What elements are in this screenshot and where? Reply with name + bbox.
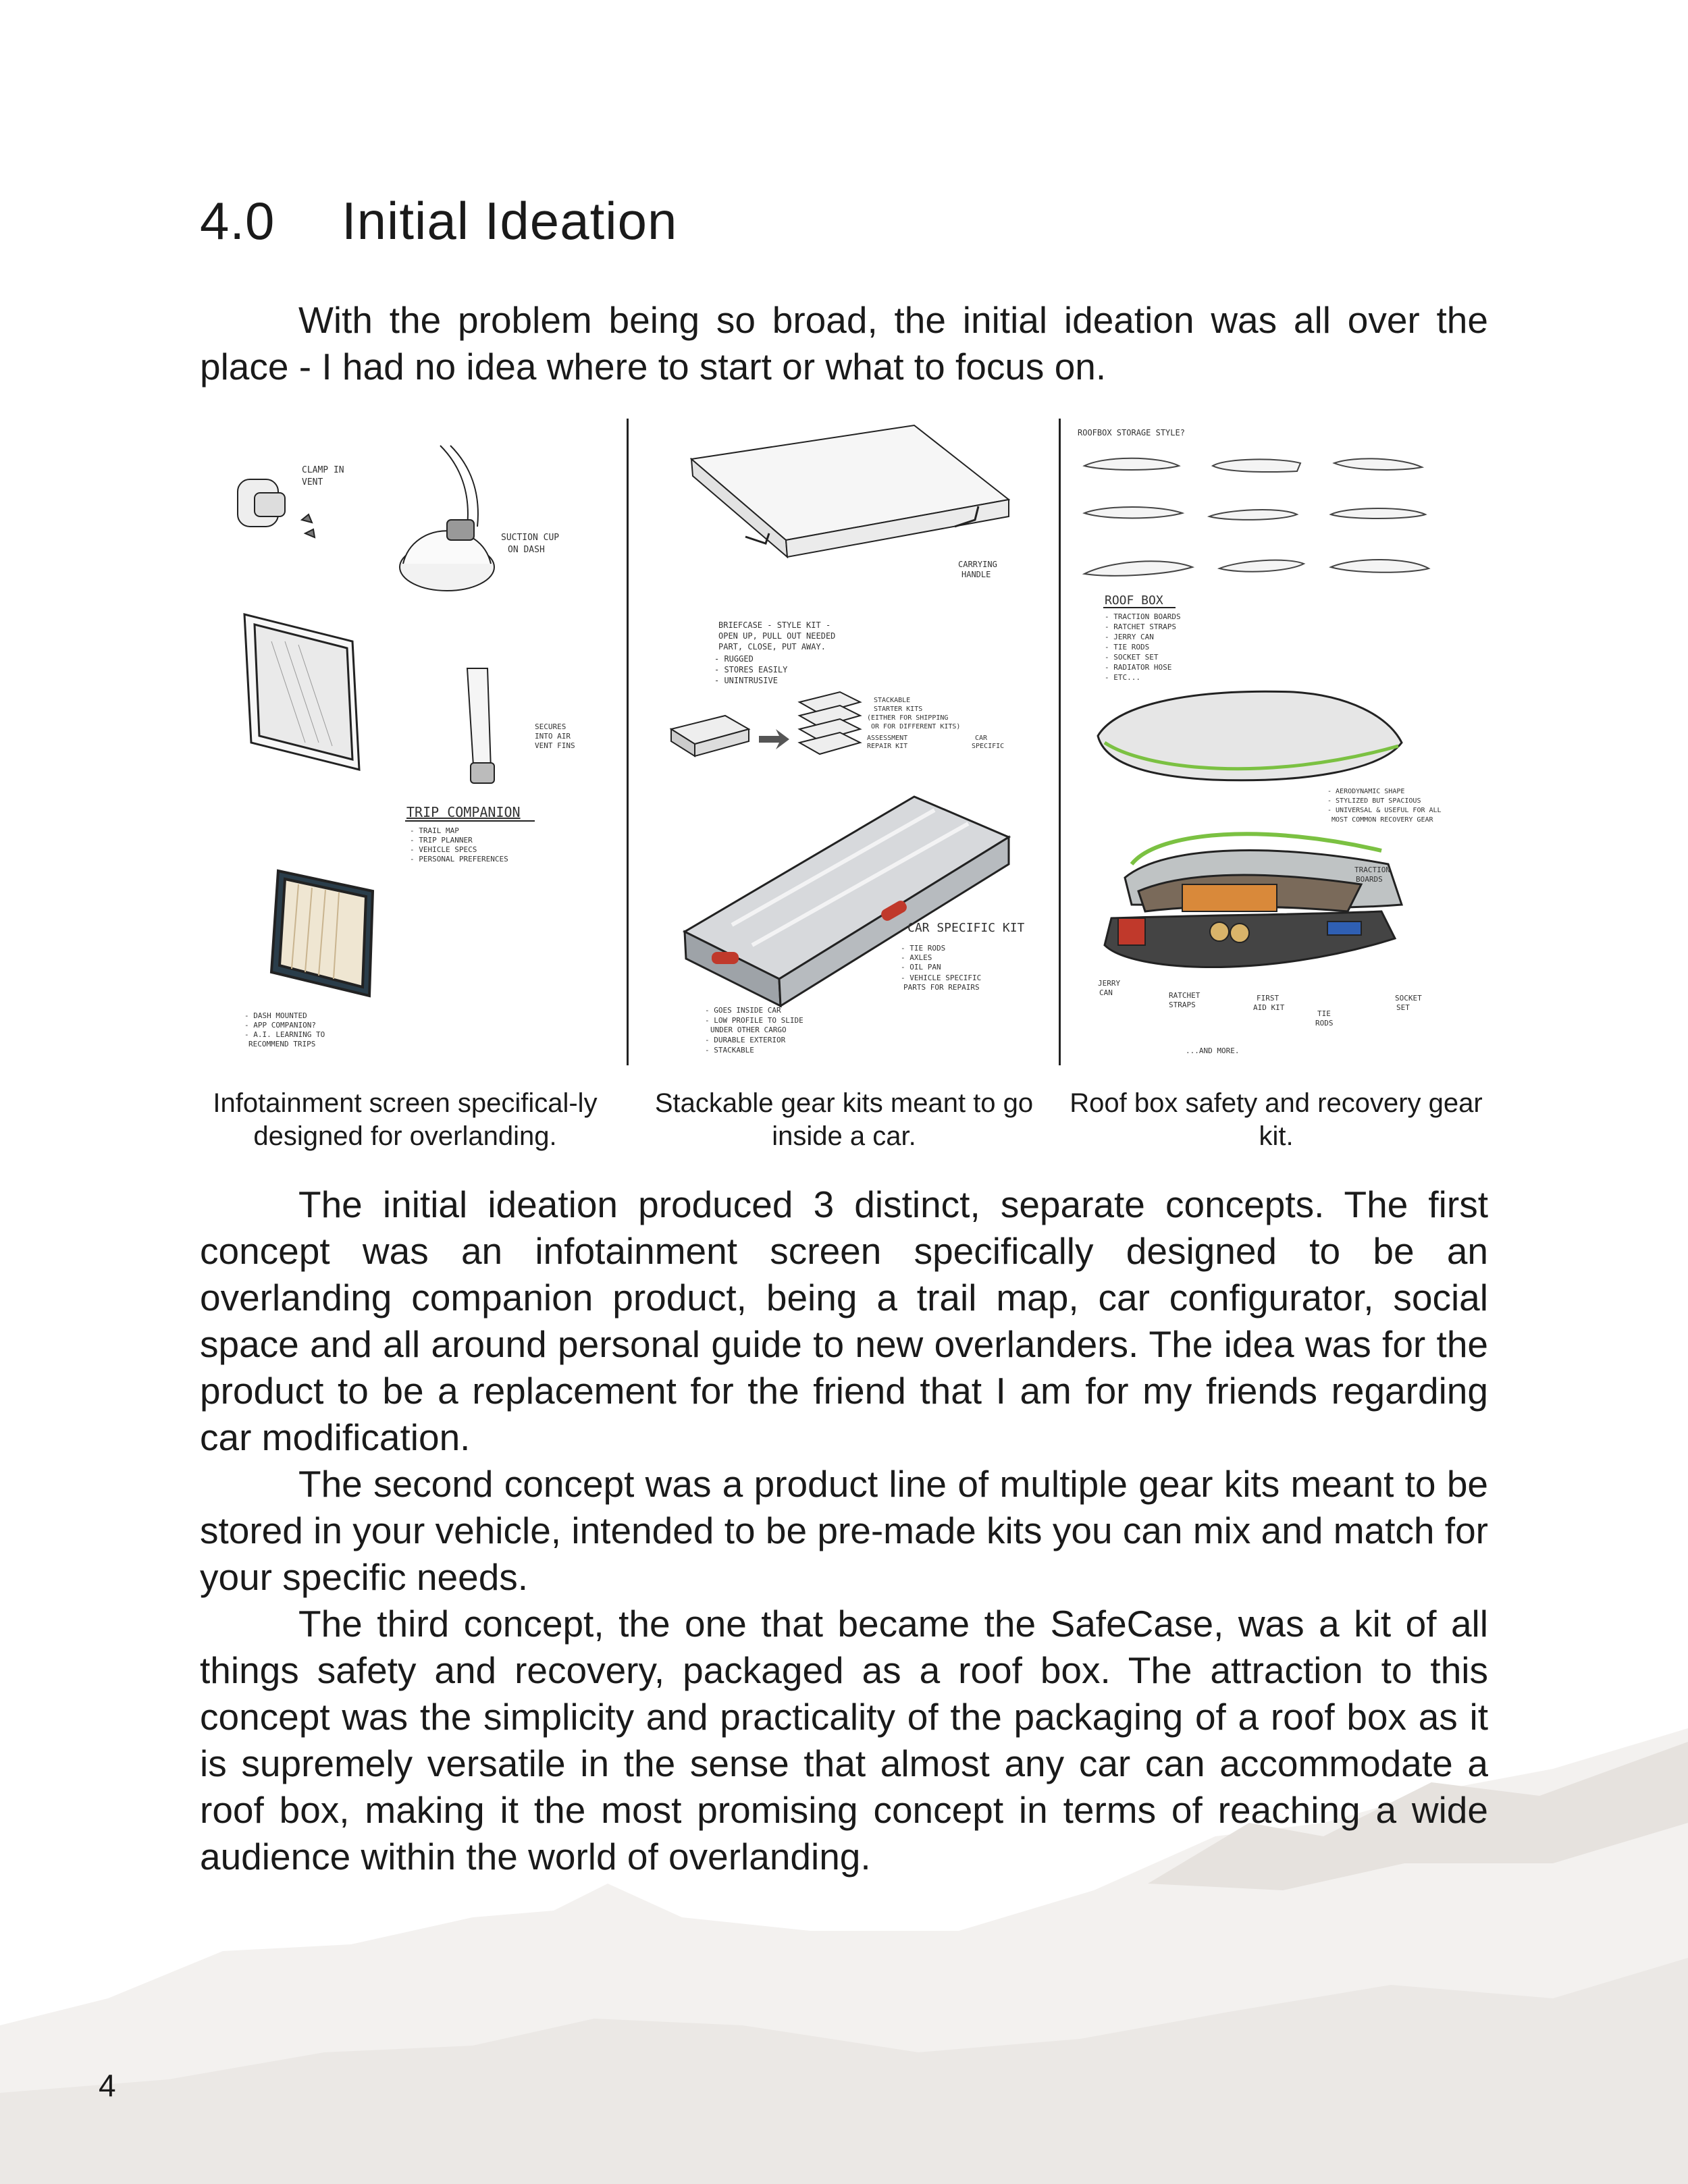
callout-jerry-2: CAN	[1099, 988, 1113, 997]
callout-socket-1: SOCKET	[1395, 994, 1422, 1003]
section-heading	[200, 190, 677, 252]
bottom-note-1: - GOES INSIDE CAR	[705, 1006, 781, 1015]
sketch3-note-3: - JERRY CAN	[1105, 633, 1154, 641]
kit-note-1: - TIE RODS	[901, 944, 946, 953]
sketch1-bnote-4: RECOMMEND TRIPS	[248, 1040, 316, 1048]
stack-note-5: ASSESSMENT	[867, 735, 908, 742]
sketch2-note-1: BRIEFCASE - STYLE KIT -	[718, 620, 831, 630]
sketch2-note-3: PART, CLOSE, PUT AWAY.	[718, 642, 826, 651]
shape-note-2: - STYLIZED BUT SPACIOUS	[1327, 797, 1421, 805]
sketch2-note-2: OPEN UP, PULL OUT NEEDED	[718, 631, 836, 641]
stack-note-6: REPAIR KIT	[867, 743, 908, 750]
sketch1-note-3: - VEHICLE SPECS	[410, 845, 477, 854]
sketch3-note-7: - ETC...	[1105, 673, 1140, 682]
sketch3-note-1: - TRACTION BOARDS	[1105, 612, 1181, 621]
sketch1-note-1: - TRAIL MAP	[410, 826, 459, 835]
callout-firstaid-1: FIRST	[1257, 994, 1280, 1003]
sketch1-title: TRIP COMPANION	[406, 804, 521, 820]
sketch3-note-5: - SOCKET SET	[1105, 653, 1159, 662]
label-carrying-2: HANDLE	[961, 570, 991, 579]
sketch3-title: ROOF BOX	[1105, 593, 1163, 608]
shape-note-4: MOST COMMON RECOVERY GEAR	[1331, 816, 1433, 824]
sketch-infotainment	[217, 419, 625, 1065]
caption-roof-box: Roof box safety and recovery gear kit.	[1070, 1088, 1483, 1151]
sketch1-bnote-3: - A.I. LEARNING TO	[244, 1030, 325, 1039]
sketch3-note-6: - RADIATOR HOSE	[1105, 663, 1172, 672]
caption-infotainment: Infotainment screen specifical-ly designed for overlanding.	[213, 1088, 598, 1151]
sketch3-note-4: - TIE RODS	[1105, 643, 1150, 651]
sketch-roof-box	[1064, 419, 1453, 1065]
callout-ratchet-1: RATCHET	[1169, 991, 1201, 1000]
callout-more: ...AND MORE.	[1186, 1046, 1240, 1055]
stack-note-2: STARTER KITS	[874, 705, 923, 713]
label-suction-1: SUCTION CUP	[501, 533, 560, 543]
sketch2-note-6: - UNINTRUSIVE	[714, 676, 778, 685]
sketch3-top-label: ROOFBOX STORAGE STYLE?	[1078, 428, 1185, 437]
paragraph-second-concept: The second concept was a product line of multiple gear kits meant to be stored in your vehicle, intended to be pre-made kits you can mix and match for your specific needs.	[200, 1463, 1488, 1598]
sketch3-note-2: - RATCHET STRAPS	[1105, 622, 1176, 631]
section-title: Initial Ideation	[342, 191, 678, 250]
sketch-divider-1	[627, 419, 629, 1065]
sketch1-bnote-1: - DASH MOUNTED	[244, 1011, 307, 1020]
label-clamp-1: CLAMP IN	[302, 465, 344, 475]
sketch-gear-kits	[631, 419, 1038, 1065]
label-clamp-2: VENT	[302, 477, 323, 487]
callout-ratchet-2: STRAPS	[1169, 1001, 1196, 1009]
stack-note-3: (EITHER FOR SHIPPING	[867, 714, 949, 722]
kit-note-4: - VEHICLE SPECIFIC	[901, 974, 982, 982]
label-suction-2: ON DASH	[508, 545, 545, 555]
page-number: 4	[99, 2068, 116, 2103]
caption-gear-kits: Stackable gear kits meant to go inside a car.	[654, 1088, 1034, 1151]
stack-note-1: STACKABLE	[874, 697, 911, 704]
paragraph-third-concept: The third concept, the one that became the SafeCase, was a kit of all things safety and recovery, packaged as a roof box. The attraction to this concept was the simplicity and practicality of the packaging of a roof box as it is supremely versatile in the sense that almost any car can accommodate a roof box, making it the most promising concept in terms of reaching a wide audience within the world of overlanding.	[200, 1603, 1488, 1877]
stack-note-7: CAR	[975, 735, 988, 742]
stack-note-4: OR FOR DIFFERENT KITS)	[871, 723, 961, 730]
sketch1-note-2: - TRIP PLANNER	[410, 836, 473, 845]
label-vent-3: VENT FINS	[535, 741, 575, 750]
bottom-note-3: UNDER OTHER CARGO	[710, 1026, 787, 1034]
stack-note-8: SPECIFIC	[972, 743, 1005, 750]
sketch2-note-5: - STORES EASILY	[714, 665, 788, 674]
concept-sketches	[217, 419, 1453, 1067]
kit-note-3: - OIL PAN	[901, 963, 941, 971]
callout-firstaid-2: AID KIT	[1253, 1003, 1285, 1012]
intro-paragraph: With the problem being so broad, the initial ideation was all over the place - I had no idea where to start or what to focus on.	[200, 299, 1488, 388]
body-text	[200, 1181, 1488, 1880]
shape-note-3: - UNIVERSAL & USEFUL FOR ALL	[1327, 807, 1442, 814]
callout-tierods-1: TIE	[1317, 1009, 1331, 1018]
shape-note-1: - AERODYNAMIC SHAPE	[1327, 788, 1405, 795]
sketch2-title: CAR SPECIFIC KIT	[907, 921, 1025, 935]
label-carrying-1: CARRYING	[958, 560, 997, 569]
section-number: 4.0	[200, 191, 275, 250]
label-vent-2: INTO AIR	[535, 732, 571, 741]
sketch-divider-2	[1059, 419, 1061, 1065]
callout-jerry-1: JERRY	[1098, 979, 1121, 988]
sketch1-bnote-2: - APP COMPANION?	[244, 1021, 316, 1030]
callout-tierods-2: RODS	[1315, 1019, 1334, 1028]
sketch2-note-4: - RUGGED	[714, 654, 754, 664]
callout-traction-2: BOARDS	[1356, 875, 1383, 884]
bottom-note-5: - STACKABLE	[705, 1046, 754, 1055]
callout-socket-2: SET	[1396, 1003, 1410, 1012]
kit-note-5: PARTS FOR REPAIRS	[903, 983, 980, 992]
label-vent-1: SECURES	[535, 722, 566, 731]
paragraph-concepts: The initial ideation produced 3 distinct, separate concepts. The first concept was an infotainment screen specifically designed to be an overlanding companion product, being a trail map, car configurator, social space and all around personal guide to new overlanders. The idea was for the product to be a replacement for the friend that I am for my friends regarding car modification.	[200, 1183, 1488, 1458]
bottom-note-2: - LOW PROFILE TO SLIDE	[705, 1016, 803, 1025]
sketch1-note-4: - PERSONAL PREFERENCES	[410, 855, 508, 863]
kit-note-2: - AXLES	[901, 953, 932, 962]
bottom-note-4: - DURABLE EXTERIOR	[705, 1036, 786, 1044]
callout-traction-1: TRACTION	[1354, 865, 1390, 874]
